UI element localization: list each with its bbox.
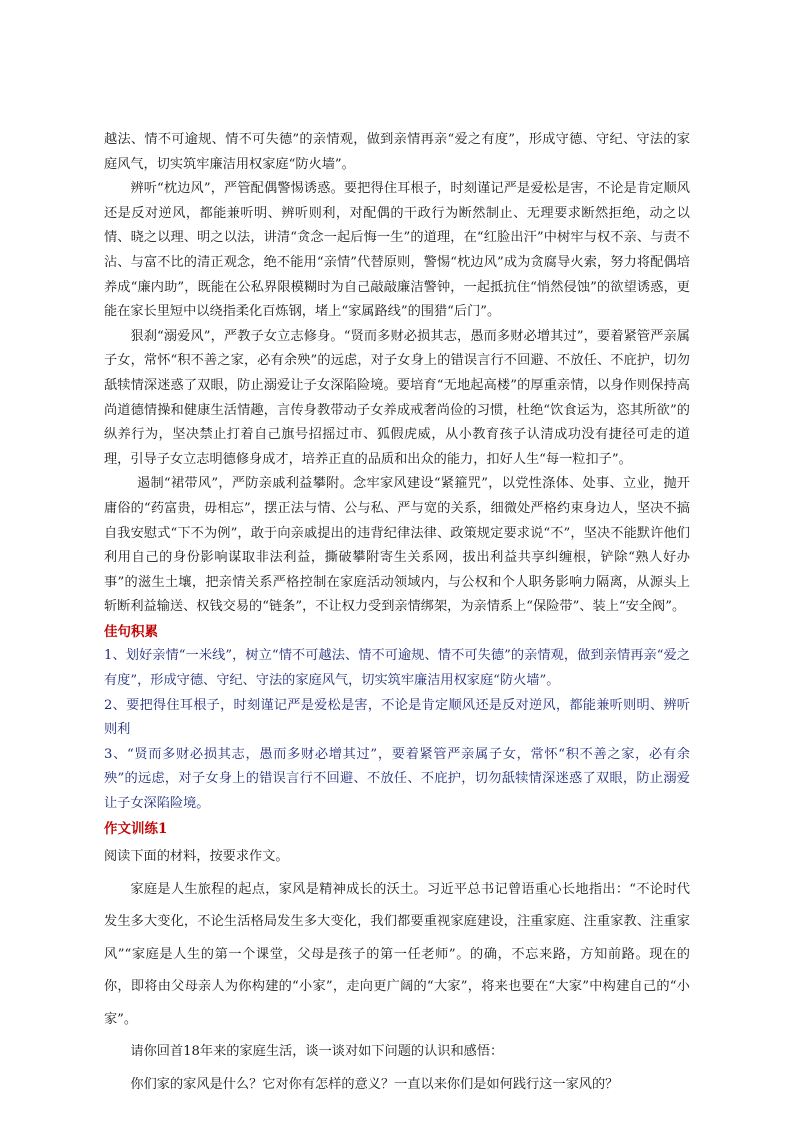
essay-prompt: 阅读下面的材料，按要求作文。 <box>104 849 289 865</box>
section-heading-good-sentences: 佳句积累 <box>104 623 158 640</box>
good-sentence-item: 3、“贤而多财必损其志，愚而多财必增其过”，要着紧管严亲属子女，常怀“积不善之家，必有余殃”的远虑，对子女身上的错误言行不回避、不放任、不庇护，切勿舐犊情深迷惑了双眼，防止溺爱让子女深陷险境。 <box>104 746 690 812</box>
section-heading-essay-training: 作文训练1 <box>104 820 168 837</box>
good-sentence-item: 1、划好亲情“一米线”，树立“情不可越法、情不可逾规、情不可失德”的亲情观，做到亲情再亲“爱之有度”，形成守德、守纪、守法的家庭风气，切实筑牢廉洁用权家庭“防火墙”。 <box>104 648 690 689</box>
document-page <box>104 128 690 1101</box>
essay-question: 你们家的家风是什么？它对你有怎样的意义？一直以来你们是如何践行这一家风的？ <box>130 1076 619 1092</box>
essay-exercise <box>104 841 690 1101</box>
paragraph-spoiling: 狠刹“溺爱风”，严教子女立志修身。“贤而多财必损其志，愚而多财必增其过”，要着紧管严亲属子女，常怀“积不善之家，必有余殃”的远虑，对子女身上的错误言行不回避、不放任、不庇护，切勿舐犊情深迷惑了双眼，防止溺爱让子女深陷险境。要培育“无地起高楼”的厚重亲情，以身作则保持高尚道德情操和健康生活情趣，言传身教带动子女养成戒奢尚俭的习惯，杜绝“饮食运为，恣其所欲”的纵养行为，坚决禁止打着自己旗号招摇过市、狐假虎威，从小教育孩子认清成功没有捷径可走的道理，引导子女立志明德修身成才，培养正直的品质和出众的能力，扣好人生“每一粒扣子”。 <box>104 328 690 467</box>
paragraph-continuation: 越法、情不可逾规、情不可失德”的亲情观，做到亲情再亲“爱之有度”，形成守德、守纪、守法的家庭风气，切实筑牢廉洁用权家庭“防火墙”。 <box>104 132 690 172</box>
essay-task: 请你回首18年来的家庭生活，谈一谈对如下问题的认识和感悟： <box>130 1044 504 1060</box>
paragraph-pillow-talk: 辨听“枕边风”，严管配偶警惕诱惑。要把得住耳根子，时刻谨记严是爱松是害，不论是肯定顺风还是反对逆风，都能兼听明、辨听则利，对配偶的干政行为断然制止、无理要求断然拒绝，动之以情、晓之以理、明之以法，讲清“贪念一起后悔一生”的道理，在“红脸出汗”中树牢与权不亲、与责不沾、与富不比的清正观念，绝不能用“亲情”代替原则，警惕“枕边风”成为贪腐导火索，努力将配偶培养成“廉内助”，既能在公私界限模糊时为自己敲敲廉洁警钟，一起抵抗住“悄然侵蚀”的欲望诱惑，更能在家长里短中以绕指柔化百炼钢，堵上“家属路线”的围猎“后门”。 <box>104 181 690 320</box>
essay-material: 家庭是人生旅程的起点，家风是精神成长的沃土。习近平总书记曾语重心长地指出：“不论时代发生多大变化，不论生活格局发生多大变化，我们都要重视家庭建设，注重家庭、注重家教、注重家风”“家庭是人生的第一个课堂，父母是孩子的第一任老师”。的确，不忘来路，方知前路。现在的你，即将由父母亲人为你构建的“小家”，走向更广阔的“大家”，将来也要在“大家”中构建自己的“小家”。 <box>104 881 690 1027</box>
good-sentence-item: 2、要把得住耳根子，时刻谨记严是爱松是害，不论是肯定顺风还是反对逆风，都能兼听则明、辨听则利 <box>104 697 690 738</box>
paragraph-nepotism: 遏制“裙带风”，严防亲戚利益攀附。念牢家风建设“紧箍咒”，以党性涤体、处事、立业，抛开庸俗的“药富贵，毋相忘”，摆正法与情、公与私、严与宽的关系，细微处严格约束身边人，坚决不搞自我安慰式“下不为例”，敢于向亲戚提出的违背纪律法律、政策规定要求说“不”，坚决不能默许他们利用自己的身份影响谋取非法利益，撕破攀附寄生关系网，拔出利益共享纠缠根，铲除“熟人好办事”的滋生土壤，把亲情关系严格控制在家庭活动领域内，与公权和个人职务影响力隔离，从源头上斩断利益输送、权钱交易的“链条”，不让权力受到亲情绑架，为亲情系上“保险带”、装上“安全阀”。 <box>104 476 690 615</box>
